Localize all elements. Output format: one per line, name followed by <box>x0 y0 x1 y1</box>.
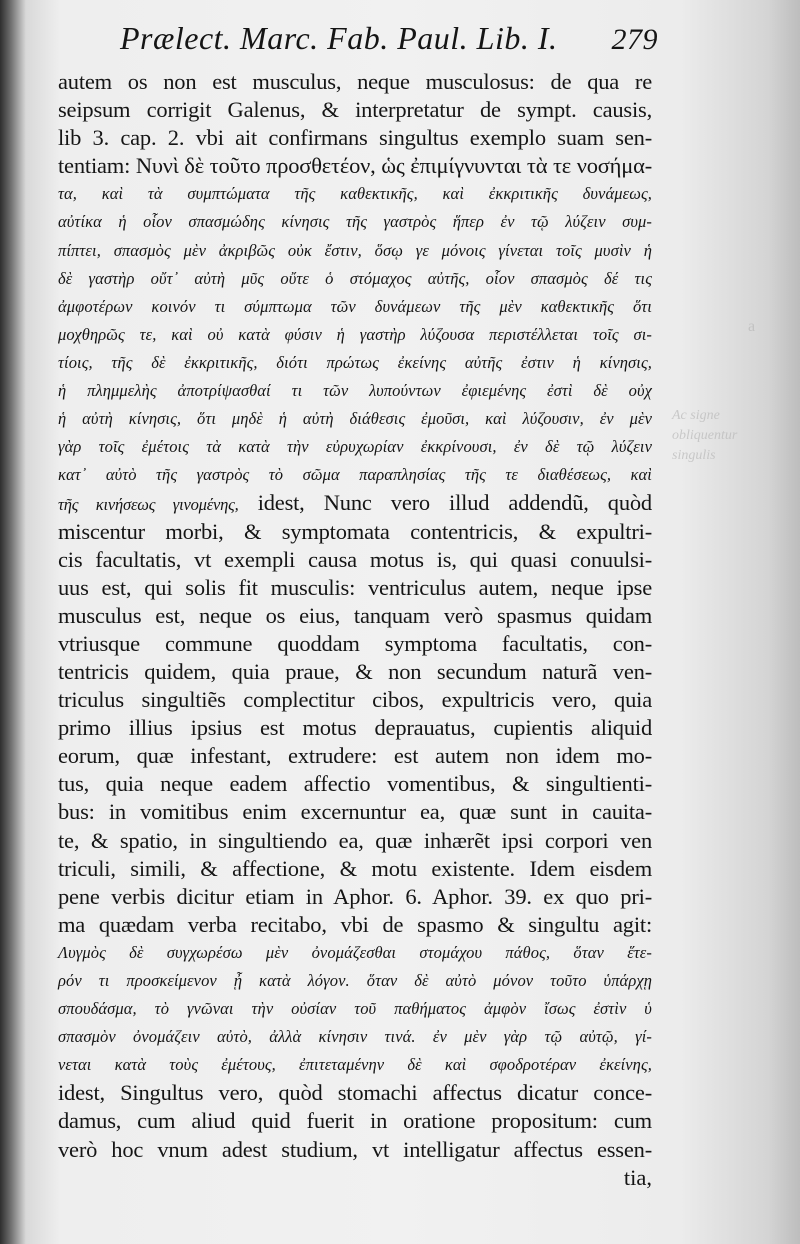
text-line-content: seipsum corrigit Galenus, & interpretatur de sympt. causis, <box>58 97 652 123</box>
text-line <box>58 1051 658 1079</box>
text-line <box>58 827 658 855</box>
bleed-through-text: obliquentur <box>672 428 738 443</box>
text-line <box>58 574 658 602</box>
text-line-content: κατ᾽ αὐτὸ τῆς γαστρὸς τὸ σῶμα παραπλησίας τῆς τε διαθέσεως, καὶ <box>58 465 652 485</box>
bleed-through-text: Ac signe <box>672 408 720 423</box>
text-line-content: te, & spatio, in singultiendo ea, quæ inhærẽt ipsi corpori ven <box>58 827 652 853</box>
text-line-content: αὐτίκα ἡ οἷον σπασμώδης κίνησις τῆς γαστρὸς ἥπερ ἐν τῷ λύζειν συμ- <box>58 212 652 232</box>
bleed-through-text: a <box>748 318 756 335</box>
text-line <box>58 461 658 489</box>
text-line-content: δὲ γαστὴρ οὔτ᾽ αὐτὴ μῦς οὔτε ὁ στόμαχος αὐτῆς, οἷον σπασμὸς δέ τις <box>58 268 652 288</box>
text-line-content: uus est, qui solis fit musculis: ventriculus autem, neque ipse <box>58 574 652 600</box>
text-line-content: νεται κατὰ τοὺς ἐμέτους, ἐπιτεταμένην δὲ καὶ σφοδροτέραν ἐκείνης, <box>58 1055 652 1075</box>
catchword: tia, <box>623 1164 652 1190</box>
text-line <box>58 96 658 124</box>
text-line <box>58 265 658 293</box>
page-number: 279 <box>611 23 658 56</box>
body-text <box>58 68 658 1164</box>
text-line-content: idest, Singultus vero, quòd stomachi affectus dicatur conce- <box>58 1080 652 1106</box>
text-line-content: ἡ πλημμελὴς ἀποτρίψασθαί τι τῶν λυπούντων ἐφιεμένης ἐστὶ δὲ οὐχ <box>58 381 652 401</box>
text-line <box>58 237 658 265</box>
text-line-content: musculus est, neque os eius, tanquam verò spasmus quidam <box>58 602 652 628</box>
text-line <box>58 658 658 686</box>
page-text-block <box>58 20 658 1192</box>
latin-phrase: idest, Nunc vero illud addendũ, quòd <box>238 490 652 516</box>
text-line-content: ἀμφοτέρων κοινόν τι σύμπτωμα τῶν δυνάμεων τῆς μὲν καθεκτικῆς ὅτι <box>58 296 652 316</box>
text-line <box>58 124 658 152</box>
text-line-content <box>58 489 652 519</box>
text-line <box>58 180 658 208</box>
bleed-through-text: singulis <box>672 448 716 463</box>
text-line-content: μοχθηρῶς τε, καὶ οὐ κατὰ φύσιν ἡ γαστὴρ λύζουσα περιστέλλεται τοῖς σι- <box>58 324 652 344</box>
text-line <box>58 1079 658 1107</box>
text-line-content: σπουδάσμα, τὸ γνῶναι τὴν οὐσίαν τοῦ παθήματος ἀμφὸν ἴσως ἐστὶν ὑ <box>58 999 652 1019</box>
text-line-content: verò hoc vnum adest studium, vt intelligatur affectus essen- <box>58 1136 652 1162</box>
text-line-content: ρόν τι προσκείμενον ᾖ κατὰ λόγον. ὅταν δὲ αὐτὸ μόνον τοῦτο ὑπάρχῃ <box>58 971 652 990</box>
text-line <box>58 1136 658 1164</box>
text-line <box>58 518 658 546</box>
text-line-content: miscentur morbi, & symptomata contentricis, & expultri- <box>58 518 652 544</box>
text-line-content: σπασμὸν ὀνομάζειν αὐτὸ, ἀλλὰ κίνησιν τινά. ἐν μὲν γὰρ τῷ αὐτῷ, γί- <box>58 1027 652 1047</box>
text-line <box>58 1107 658 1135</box>
text-line-content: triculi, simili, & affectione, & motu existente. Idem eisdem <box>58 855 652 881</box>
text-line-content: pene verbis dicitur etiam in Aphor. 6. Aphor. 39. ex quo pri- <box>58 883 652 909</box>
text-line-content: eorum, quæ infestant, extrudere: est autem non idem mo- <box>58 743 652 769</box>
text-line <box>58 405 658 433</box>
text-line <box>58 967 658 995</box>
text-line-content: τίοις, τῆς δὲ ἐκκριτικῆς, διότι πρώτως ἐκείνης αὐτῆς ἐστιν ἡ κίνησις, <box>58 352 652 372</box>
text-line <box>58 293 658 321</box>
running-header <box>58 20 658 68</box>
text-line <box>58 602 658 630</box>
text-line <box>58 630 658 658</box>
text-line <box>58 1023 658 1051</box>
text-line <box>58 208 658 236</box>
text-line-content: tentricis quidem, quia praue, & non secundum naturã ven- <box>58 658 652 684</box>
text-line-content: damus, cum aliud quid fuerit in oratione propositum: cum <box>58 1108 652 1134</box>
text-line <box>58 742 658 770</box>
text-line <box>58 911 658 939</box>
text-line <box>58 489 658 517</box>
text-line <box>58 939 658 967</box>
text-line-content: ἡ αὐτὴ κίνησις, ὅτι μηδὲ ἡ αὐτὴ διάθεσις ἐμοῦσι, καὶ λύζουσιν, ἐν μὲν <box>58 409 652 429</box>
text-line <box>58 714 658 742</box>
text-line <box>58 546 658 574</box>
text-line-content: tentiam: Νυνὶ δὲ τοῦτο προσθετέον, ὡς ἐπιμίγνυνται τὰ τε νοσήμα- <box>58 153 652 179</box>
greek-phrase: τῆς κινήσεως γινομένης, <box>58 495 239 515</box>
text-line-content: vtriusque commune quoddam symptoma facultatis, con- <box>58 630 652 656</box>
text-line-content: cis facultatis, vt exempli causa motus is, qui quasi conuulsi- <box>58 546 652 572</box>
text-line <box>58 798 658 826</box>
text-line <box>58 377 658 405</box>
text-line-content: ma quædam verba recitabo, vbi de spasmo & singultu agit: <box>58 911 652 937</box>
text-line-content: Λυγμὸς δὲ συγχωρέσω μὲν ὀνομάζεσθαι στομάχου πάθος, ὅταν ἕτε- <box>58 942 652 962</box>
text-line <box>58 883 658 911</box>
text-line <box>58 686 658 714</box>
text-line-content: τα, καὶ τὰ συμπτώματα τῆς καθεκτικῆς, καὶ ἐκκριτικῆς δυνάμεως, <box>58 184 652 204</box>
text-line-content: primo illius ipsius est motus deprauatus, cupientis aliquid <box>58 715 652 741</box>
text-line <box>58 68 658 96</box>
text-line-content: tus, quia neque eadem affectio vomentibus, & singultienti- <box>58 771 652 797</box>
text-line <box>58 855 658 883</box>
text-line <box>58 321 658 349</box>
text-line-content: πίπτει, σπασμὸς μὲν ἀκριβῶς οὐκ ἔστιν, ὅσῳ γε μόνοις γίνεται τοῖς μυσὶν ἡ <box>58 240 652 260</box>
text-line <box>58 995 658 1023</box>
text-line-content: triculus singultiẽs complectitur cibos, expultricis vero, quia <box>58 687 652 713</box>
text-line-content: autem os non est musculus, neque musculosus: de qua re <box>58 69 652 94</box>
text-line-content: γὰρ τοῖς ἐμέτοις τὰ κατὰ τὴν εὐρυχωρίαν ἐκκρίνουσι, ἐν δὲ τῷ λύζειν <box>58 437 652 457</box>
text-line-content: lib 3. cap. 2. vbi ait confirmans singultus exemplo suam sen- <box>58 125 652 151</box>
text-line <box>58 770 658 798</box>
text-line <box>58 433 658 461</box>
running-title: Prælect. Marc. Fab. Paul. Lib. I. <box>120 20 558 56</box>
text-line <box>58 349 658 377</box>
text-line-content: bus: in vomitibus enim excernuntur ea, quæ sunt in cauita- <box>58 799 652 825</box>
text-line <box>58 152 658 180</box>
